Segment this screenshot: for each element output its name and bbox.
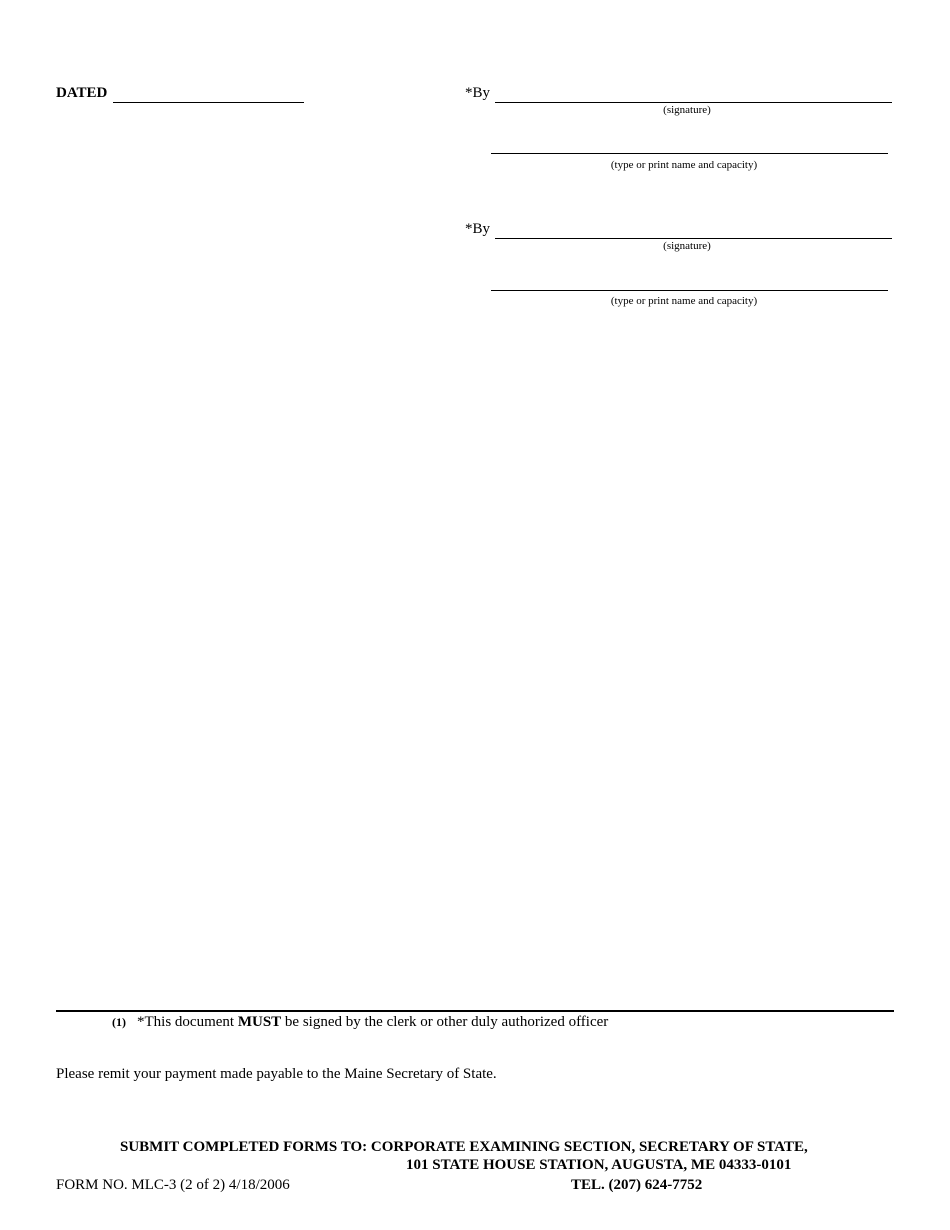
form-number: FORM NO. MLC-3 (2 of 2) 4/18/2006 [56, 1177, 290, 1193]
signer-2-signature-caption: (signature) [663, 240, 711, 252]
signer-1-signature-caption: (signature) [663, 104, 711, 116]
dated-label: DATED [56, 85, 108, 101]
dated-field-line[interactable] [113, 102, 304, 103]
remit-instructions: Please remit your payment made payable to the Maine Secretary of State. [56, 1066, 497, 1082]
footnote-text-before: *This document [137, 1014, 238, 1030]
footnote-emphasis: MUST [237, 1014, 282, 1030]
signer-2-name-caption: (type or print name and capacity) [610, 295, 758, 307]
footnote-number: (1) [112, 1015, 126, 1029]
footnote-text-after: be signed by the clerk or other duly authorized officer [281, 1014, 609, 1030]
signer-2-name-line[interactable] [491, 290, 888, 291]
signer-1-name-line[interactable] [491, 153, 888, 154]
signer-2-by-label: *By [465, 221, 491, 237]
submit-address-line-2: 101 STATE HOUSE STATION, AUGUSTA, ME 04333-0101 [406, 1157, 792, 1173]
footnote-divider [56, 1010, 894, 1012]
signer-1-by-label: *By [465, 85, 491, 101]
submit-address-line-1: SUBMIT COMPLETED FORMS TO: CORPORATE EXAMINING SECTION, SECRETARY OF STATE, [120, 1139, 808, 1155]
signer-1-signature-line[interactable] [495, 102, 892, 103]
footnote [112, 1014, 608, 1031]
signer-1-name-caption: (type or print name and capacity) [610, 159, 758, 171]
submit-telephone: TEL. (207) 624-7752 [571, 1177, 703, 1193]
signer-2-signature-line[interactable] [495, 238, 892, 239]
